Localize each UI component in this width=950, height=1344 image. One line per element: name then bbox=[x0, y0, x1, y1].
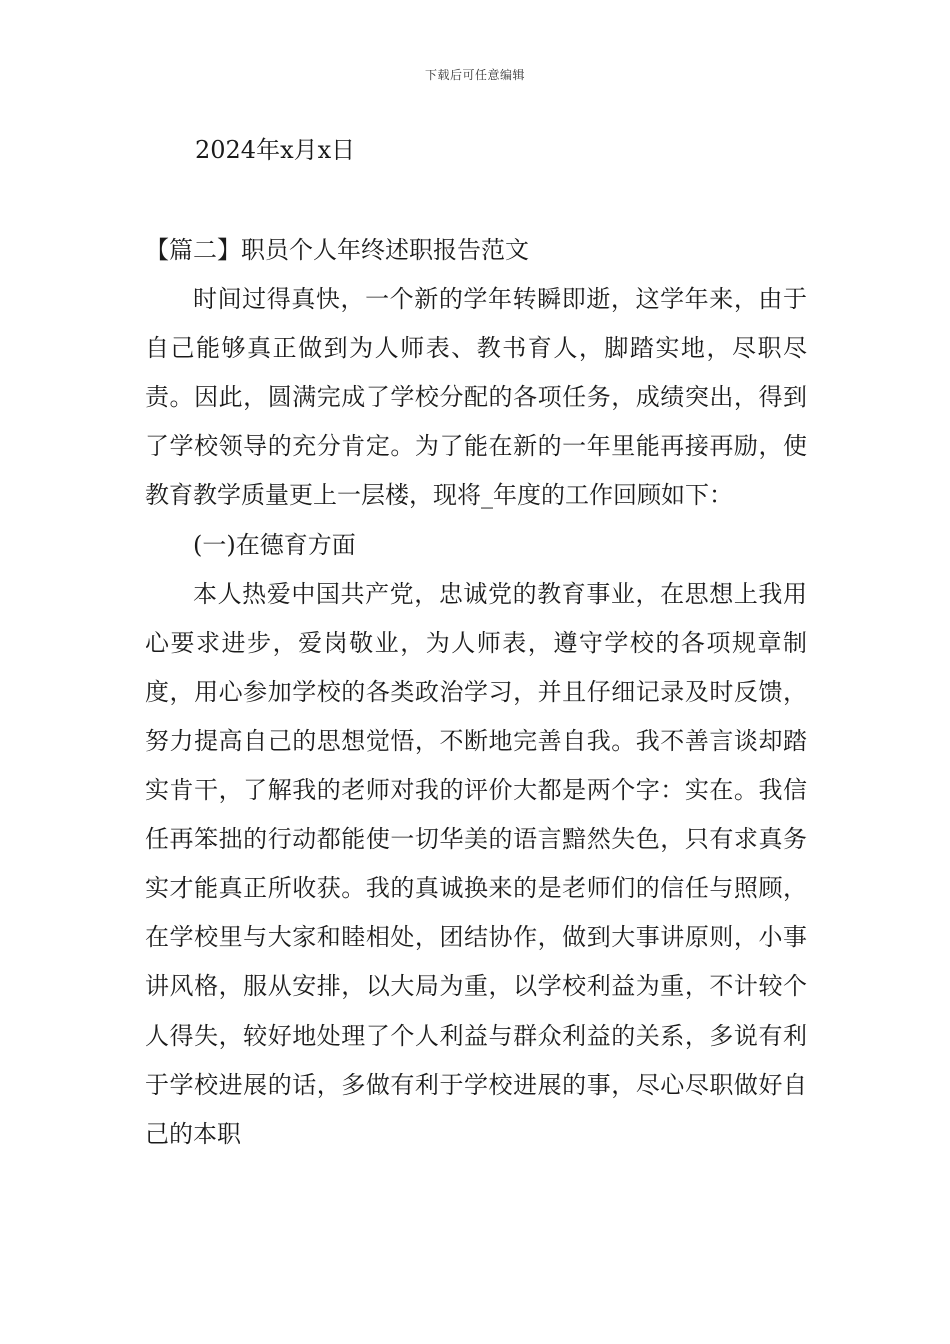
download-note: 下载后可任意编辑 bbox=[424, 68, 525, 82]
paragraph-intro: 时间过得真快，一个新的学年转瞬即逝，这学年来，由于自己能够真正做到为人师表、教书育人，脚踏实地，尽职尽责。因此，圆满完成了学校分配的各项任务，成绩突出，得到了学校领导的充分肯定。为了能在新的一年里能再接再励，使教育教学质量更上一层楼，现将_年度的工作回顾如下： bbox=[145, 285, 807, 510]
document-body bbox=[145, 226, 807, 1159]
document-date: 2024年x月x日 bbox=[195, 136, 356, 164]
paragraph-moral: 本人热爱中国共产党，忠诚党的教育事业，在思想上我用心要求进步，爱岗敬业，为人师表，遵守学校的各项规章制度，用心参加学校的各类政治学习，并且仔细记录及时反馈，努力提高自己的思想觉悟，不断地完善自我。我不善言谈却踏实肯干，了解我的老师对我的评价大都是两个字：实在。我信任再笨拙的行动都能使一切华美的语言黯然失色，只有求真务实才能真正所收获。我的真诚换来的是老师们的信任与照顾，在学校里与大家和睦相处，团结协作，做到大事讲原则，小事讲风格，服从安排，以大局为重，以学校利益为重，不计较个人得失，较好地处理了个人利益与群众利益的关系，多说有利于学校进展的话，多做有利于学校进展的事，尽心尽职做好自己的本职 bbox=[145, 579, 807, 1148]
paragraph-heading-moral: (一)在德育方面 bbox=[193, 530, 356, 559]
section-title: 【篇二】职员个人年终述职报告范文 bbox=[145, 236, 529, 264]
